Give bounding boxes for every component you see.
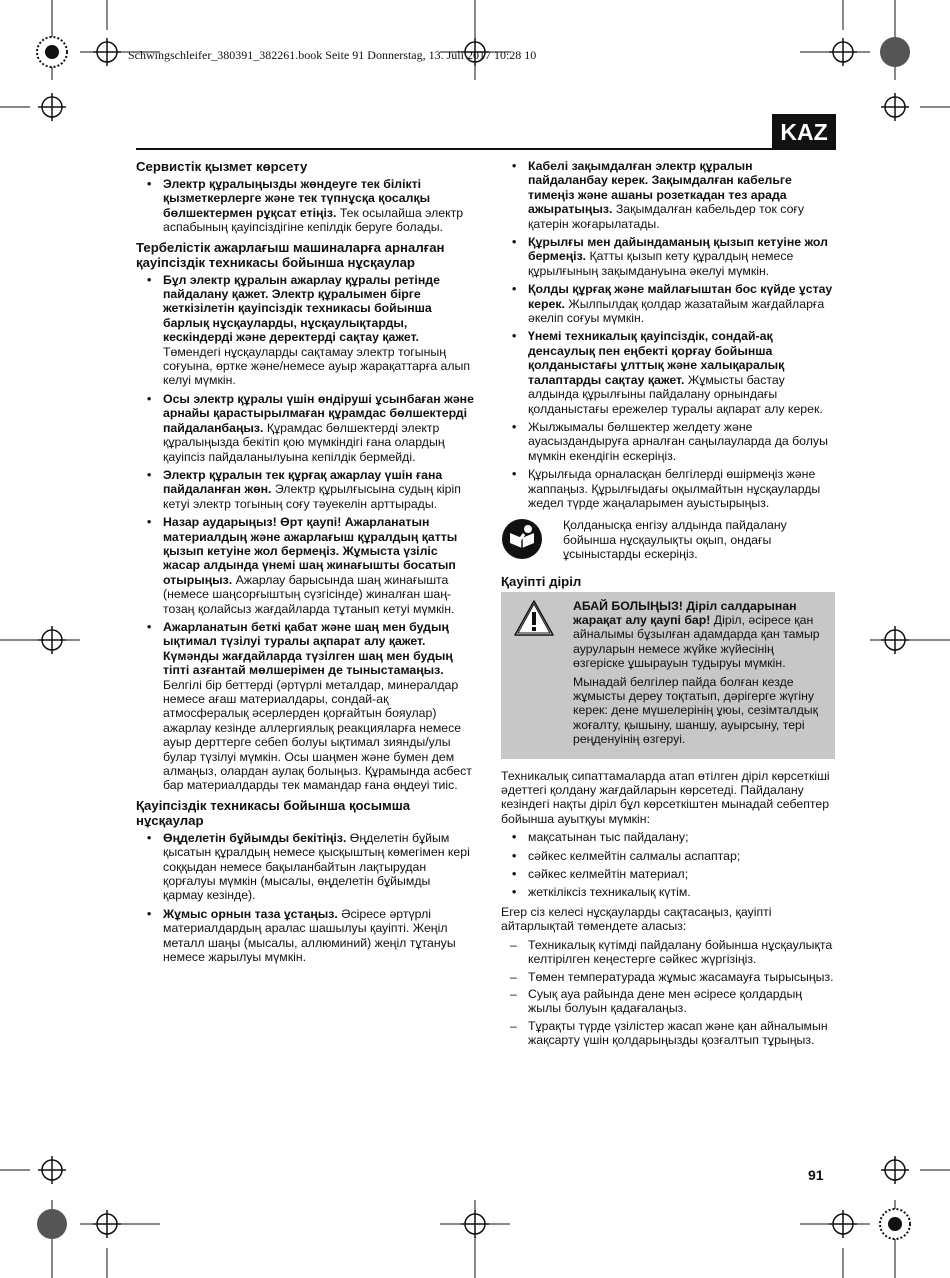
service-list bbox=[136, 177, 474, 235]
list-item: • сәйкес келмейтін салмалы аспаптар; bbox=[501, 849, 835, 863]
file-header: Schwingschleifer_380391_382261.book Seite 91 Donnerstag, 13. Juli 2017 10:28 10 bbox=[128, 48, 537, 62]
list-item: – Төмен температурада жұмыс жасамауға тырысыңыз. bbox=[501, 970, 835, 984]
section-title-service: Сервистік қызмет көрсету bbox=[136, 159, 308, 174]
list-item: • Назар аударыңыз! Өрт қаупі! Ажарланатын материалдың және ажарлағыш құралдың қатты қызып кетуіне жол бермеңіз. Жұмыста үзіліс жасар алдында үнемі шаң жинағышты босатып отырыңыз. Ажарлау барысында шаң жинағышта (немесе шаңсорғыштың сүзгісінде) жиналған шаң-тозаң қолайсыз жағдайларда тұтанып кетуі мүмкін. bbox=[136, 515, 474, 616]
manual-note bbox=[501, 518, 835, 561]
list-item: • Осы электр құралы үшін өндіруші ұсынбаған және арнайы қарастырылмаған құрамдас бөлшектерді пайдаланбаңыз. Құрамдас бөлшектерді электр құралыңызда бекітіп қою мүмкіндігі ғана олардың қауіпсіз пайдаланылуына кепілдік бермейді. bbox=[136, 392, 474, 464]
list-item: • Құрылғы мен дайындаманың қызып кетуіне жол бермеңіз. Қатты қызып кету құралдың немесе құрылғының зақымдануына әкелуі мүмкін. bbox=[501, 235, 835, 278]
list-item: • Кабелі зақымдалған электр құралын пайдаланбау керек. Зақымдалған кабельге тимеңіз және ашаны розеткадан тез арада ажыратыңыз. Зақымдалған кабельдер ток соғу қатерін жоғарылатады. bbox=[501, 159, 835, 231]
list-item: • Бұл электр құралын ажарлау құралы ретінде пайдалану қажет. Электр құралымен бірге жеткізілетін қауіпсіздік техникасы бойынша барлық нұсқауларды, нұсқаулықтарды, кескіндерді және деректерді сақтау қажет. Төмендегі нұсқауларды сақтамау электр тогының соғуына, өртке және/немесе ауыр жарақаттарға алып келуі мүмкін. bbox=[136, 273, 474, 388]
section-title-additional: Қауіпсіздік техникасы бойынша қосымша нұсқаулар bbox=[136, 797, 411, 828]
safety-list bbox=[136, 273, 474, 793]
right-column bbox=[501, 159, 835, 1051]
list-item: • жеткіліксіз техникалық күтім. bbox=[501, 885, 835, 899]
page-number: 91 bbox=[808, 1167, 824, 1183]
language-tab: KAZ bbox=[772, 114, 836, 150]
vibration-warning-box bbox=[501, 592, 835, 759]
list-item: • Электр құралыңызды жөндеуге тек білікті қызметкерлерге және тек түпнұсқа қосалқы бөлшектермен рұқсат етіңіз. Тек осылайша электр аспабының қауіпсіздігіне кепілдік беруге болады. bbox=[136, 177, 474, 235]
section-title-vibration: Қауіпті діріл bbox=[501, 573, 582, 589]
vibration-paragraph: Техникалық сипаттамаларда атап өтілген діріл көрсеткіші әдеттегі қолдану жағдайларын көрсетеді. Пайдалану кезіндегі нақты діріл бұл көрсеткіштен мынадай себептер бойынша ауытқуы мүмкін: bbox=[501, 768, 830, 826]
manual-note-text: Қолданысқа енгізу алдында пайдалану бойынша нұсқаулықты оқып, ондағы ұсыныстарды ескеріңіз. bbox=[563, 518, 787, 562]
reasons-list bbox=[501, 830, 835, 900]
risk-paragraph: Егер сіз келесі нұсқауларды сақтасаңыз, қауіпті айтарлықтай төмендете аласыз: bbox=[501, 904, 772, 934]
list-item: • Ажарланатын беткі қабат және шаң мен будың ықтимал түзілуі туралы ақпарат алу қажет. Күмәнды жағдайларда түзілген шаң мен будың тіпті азғантай мөлшерімен де тыныстамаңыз. Белгілі бір беттерді (әртүрлі металдар, минералдар немесе ағаш материалдары, сондай-ақ атмосфералық әсерлерден қорғайтын бояулар) ажарлау кезінде аллергиялық реакцияларға немесе ауыр дерттерге себеп болуы ықтимал зиянды/улы булар түзілуі мүмкін. Осы шаңмен және бумен дем алмаңыз, олардан аулақ болыңыз. Құрамында асбест бар материалдарды тек мамандар ғана өңдеуі тиіс. bbox=[136, 620, 474, 793]
list-item: – Суық ауа райында дене мен әсіресе қолдардың жылы болуын қадағалаңыз. bbox=[501, 987, 835, 1016]
warning-triangle-icon bbox=[509, 599, 559, 637]
tips-list bbox=[501, 938, 835, 1048]
additional-list bbox=[136, 831, 474, 965]
warning-text: АБАЙ БОЛЫҢЫЗ! Діріл салдарынан жарақат алу қаупі бар! Діріл, әсіресе қан айналымы бұзылған адамдарда қан тамыр ауруларын немесе жүйке жүйесінің өзгеріске ұшырауын тудыруы мүмкін. Мынадай белгілер пайда болған кезде жұмысты дереу тоқтатып, дәрігерге жүгіну керек: дене мүшелерінің ұюы, сезімталдық жоғалту, қышыну, шаншу, ауырсыну, тері реңденуінің өзгеруі. bbox=[573, 598, 820, 747]
list-item: • Жұмыс орнын таза ұстаңыз. Әсіресе әртүрлі материалдардың аралас шашылуы қауіпті. Жеңіл металл шаңы (мысалы, аллюминий) жеңіл тұтануы немесе жарылуы мүмкін. bbox=[136, 907, 474, 965]
read-manual-icon bbox=[501, 518, 543, 560]
list-item: – Тұрақты түрде үзілістер жасап және қан айналымын жақсарту үшін қолдарыңызды қозғалтып тұрыңыз. bbox=[501, 1019, 835, 1048]
list-item: • Жылжымалы бөлшектер желдету және ауасыздандыруға арналған саңылауларда да болуы мүмкін екендігін ескеріңіз. bbox=[501, 420, 835, 463]
list-item: • мақсатынан тыс пайдалану; bbox=[501, 830, 835, 844]
list-item: • Электр құралын тек құрғақ ажарлау үшін ғана пайдаланған жөн. Электр құрылғысына судың кіріп кетуі электр тогының соғу тәуекелін арттырады. bbox=[136, 468, 474, 511]
list-item: • Қолды құрғақ және майлағыштан бос күйде ұстау керек. Жылпылдақ қолдар жазатайым жағдайларға әкеліп соғуы мүмкін. bbox=[501, 282, 835, 325]
safety-list-continued bbox=[501, 159, 835, 510]
top-rule bbox=[136, 148, 772, 150]
list-item: • сәйкес келмейтін материал; bbox=[501, 867, 835, 881]
section-title-safety: Тербелістік ажарлағыш машиналарға арналған қауіпсіздік техникасы бойынша нұсқаулар bbox=[136, 239, 445, 270]
list-item: • Өңделетін бұйымды бекітіңіз. Өңделетін бұйым қысатын құралдың немесе қысқыштың көмегімен кері соққыдан немесе бақыланбайтын лақтырудан қорғалуы мүмкін (мысалы, өңделетін бұйымды қармау кезінде). bbox=[136, 831, 474, 903]
left-column bbox=[136, 159, 474, 970]
list-item: – Техникалық күтімді пайдалану бойынша нұсқаулықта келтірілген кеңестерге сәйкес жүргізіңіз. bbox=[501, 938, 835, 967]
list-item: • Құрылғыда орналасқан белгілерді өшірмеңіз және жаппаңыз. Құрылғыдағы оқылмайтын нұсқауларды жедел түрде жаңаларымен ауыстырыңыз. bbox=[501, 467, 835, 510]
list-item: • Үнемі техникалық қауіпсіздік, сондай-ақ денсаулық пен еңбекті қорғау бойынша қолданыстағы ұлттық және халықаралық талаптарды сақтау қажет. Жұмысты бастау алдында құрылғыны пайдалану орнындағы қолданыстағы ережелер туралы ақпарат алу керек. bbox=[501, 329, 835, 415]
